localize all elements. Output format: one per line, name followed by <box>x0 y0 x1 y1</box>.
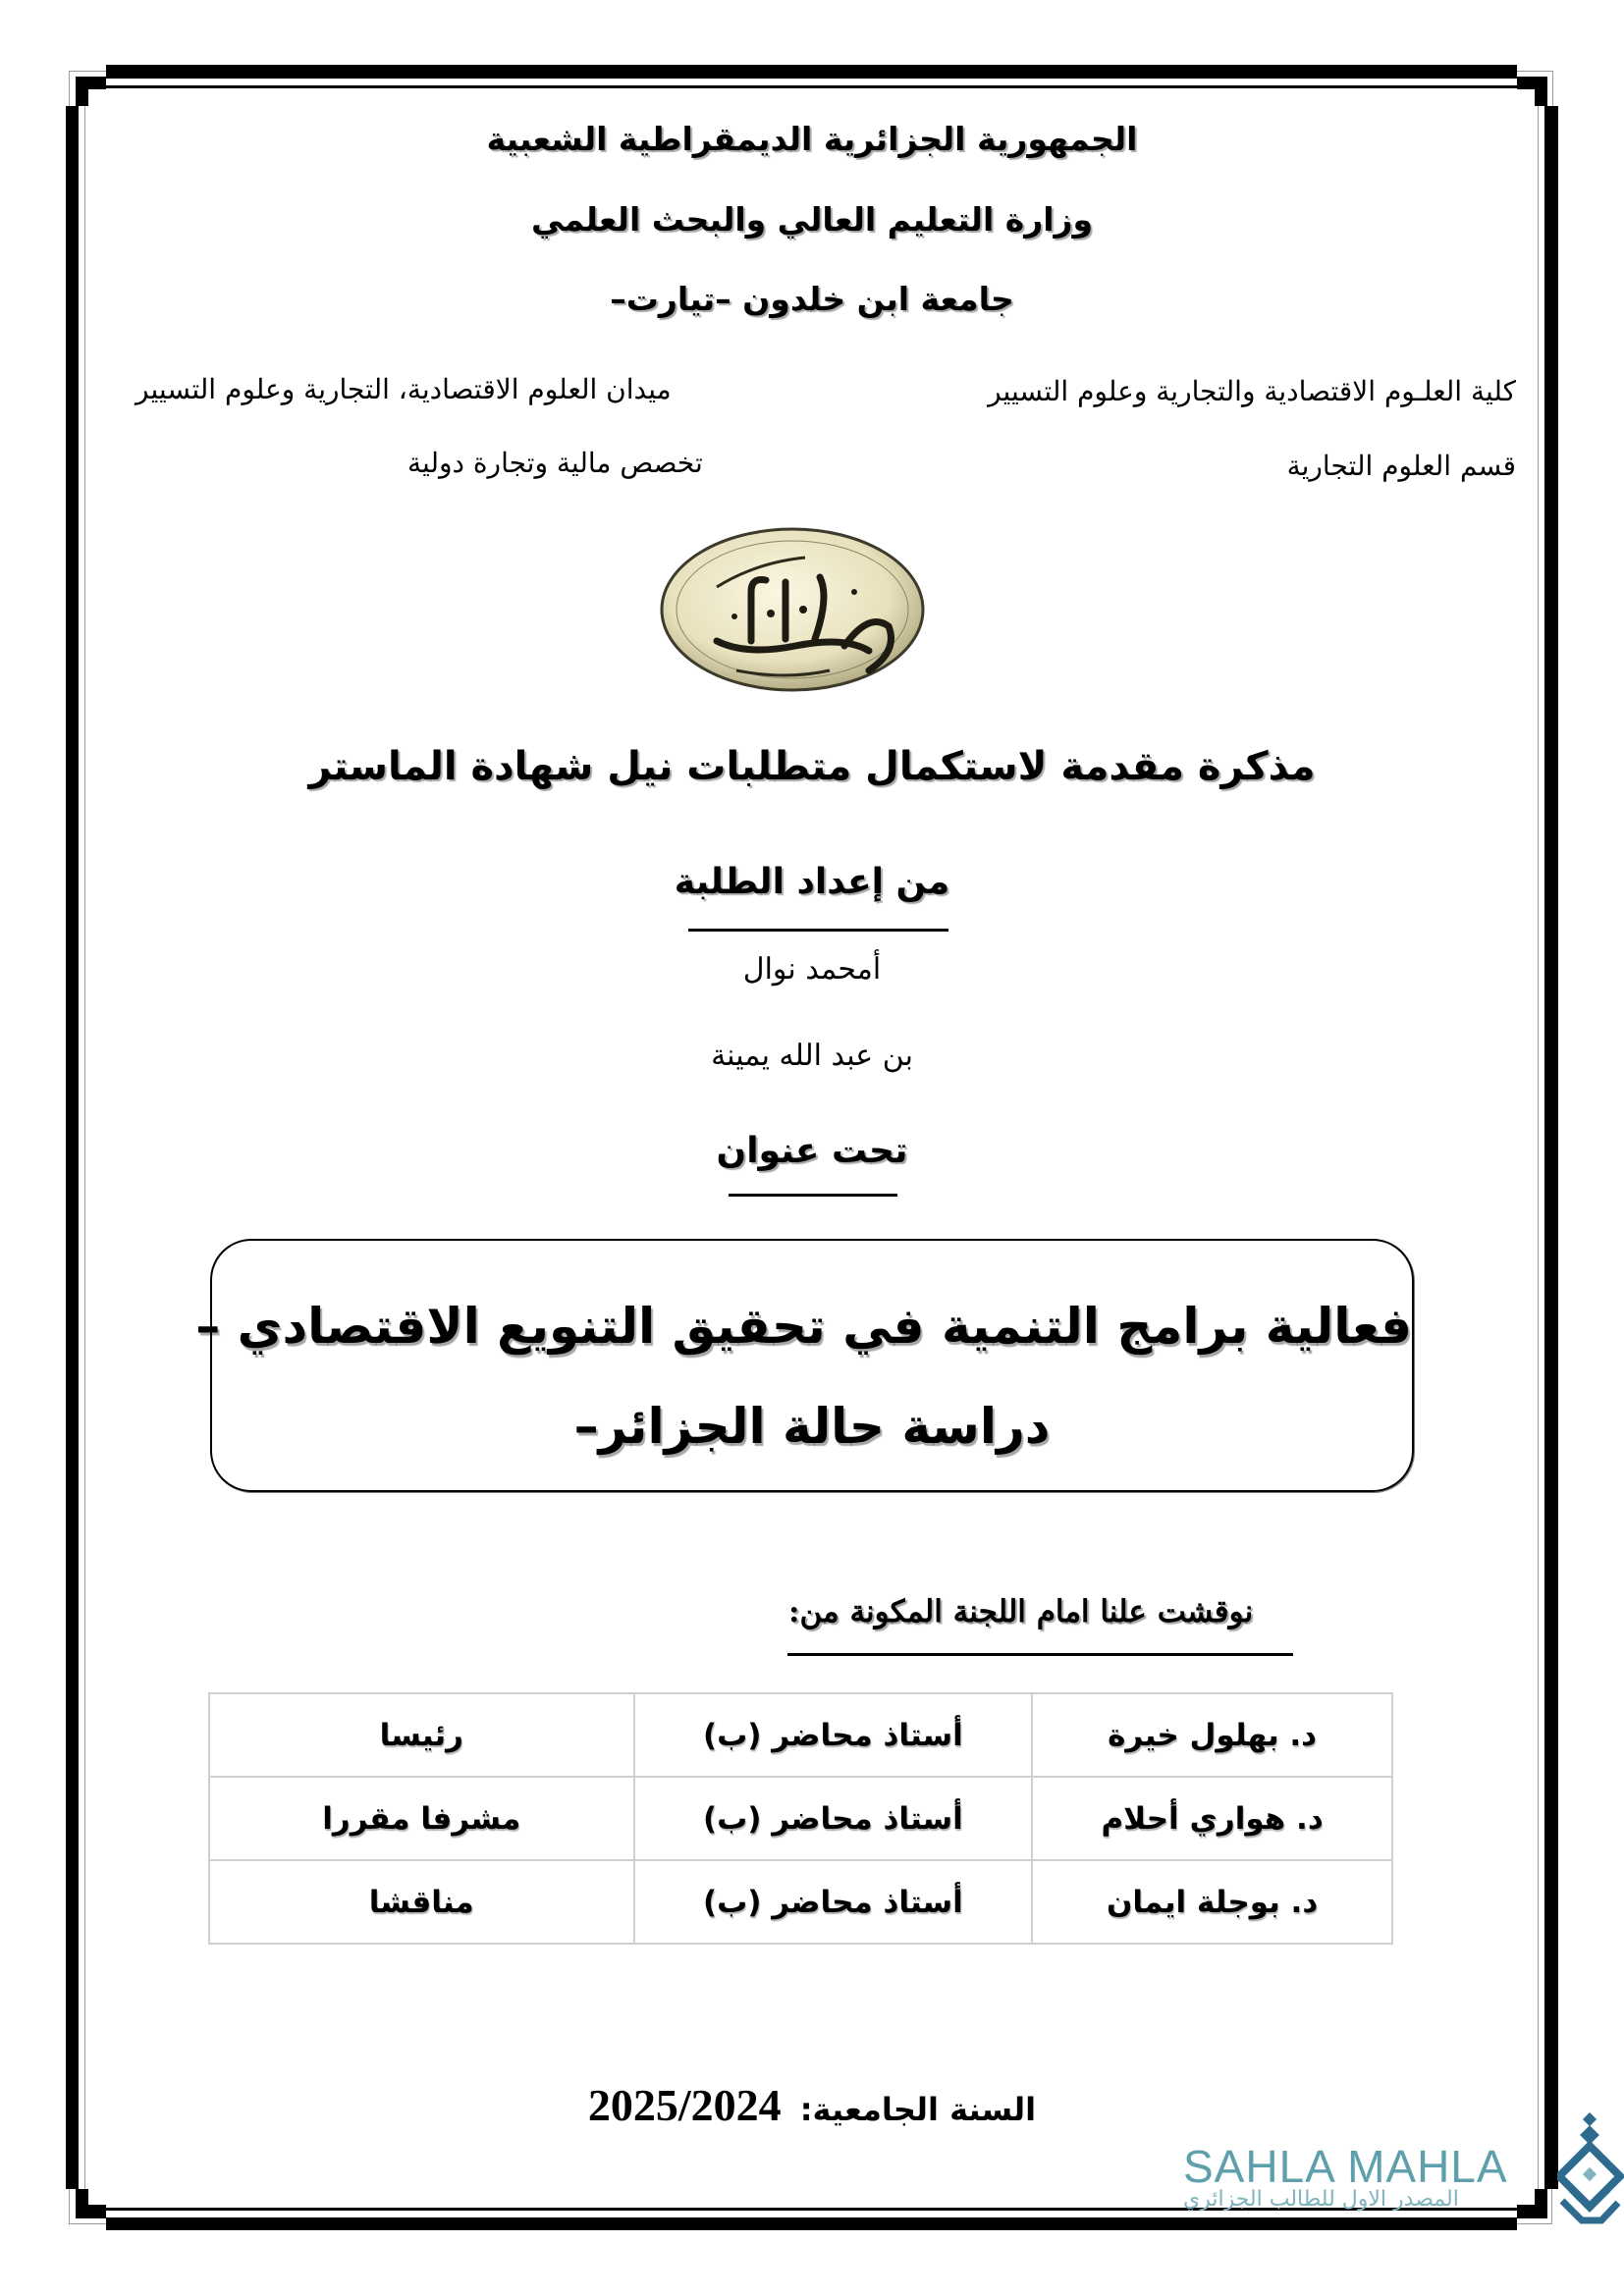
jury-member-rank: أستاذ محاضر (ب) <box>634 1777 1033 1860</box>
thesis-title-box <box>195 1239 1414 1492</box>
jury-member-role: مناقشا <box>209 1860 634 1944</box>
title-label-underline <box>729 1194 897 1197</box>
thesis-title-line-2: دراسة حالة الجزائر– <box>573 1398 1051 1455</box>
jury-table <box>208 1692 1393 1945</box>
department-name: قسم العلوم التجارية <box>1286 450 1516 482</box>
sahla-mahla-logo-icon <box>1557 2112 1624 2230</box>
watermark-tagline: المصدر الاول للطالب الجزائري <box>1183 2187 1459 2212</box>
jury-intro: نوقشت علنا امام اللجنة المكونة من: <box>788 1594 1254 1629</box>
field-name: ميدان العلوم الاقتصادية، التجارية وعلوم التسيير <box>135 373 672 405</box>
jury-member-rank: أستاذ محاضر (ب) <box>634 1860 1033 1944</box>
jury-member-name: د. بهلول خيرة <box>1032 1693 1392 1777</box>
frame-bottom-thick <box>106 2217 1517 2230</box>
frame-outer-hairline-top-left <box>69 71 108 72</box>
jury-row <box>209 1777 1392 1860</box>
faculty-name: كلية العلـوم الاقتصادية والتجارية وعلوم التسيير <box>988 375 1516 407</box>
university-name: جامعة ابن خلدون –تيارت– <box>610 280 1014 318</box>
prepared-by-underline <box>688 929 948 932</box>
jury-member-name: د. هواري أحلام <box>1032 1777 1392 1860</box>
jury-row <box>209 1860 1392 1944</box>
academic-year <box>0 2079 1624 2131</box>
country-name: الجمهورية الجزائرية الديمقراطية الشعبية <box>486 120 1138 158</box>
jury-member-name: د. بوجلة ايمان <box>1032 1860 1392 1944</box>
prepared-by-label: من إعداد الطلبة <box>674 862 950 902</box>
jury-member-rank: أستاذ محاضر (ب) <box>634 1693 1033 1777</box>
university-seal-icon <box>658 523 928 695</box>
jury-intro-underline <box>787 1653 1293 1656</box>
jury-row <box>209 1693 1392 1777</box>
student-name-2: بن عبد الله يمينة <box>711 1039 913 1073</box>
frame-corner-tr-2 <box>1535 77 1547 106</box>
academic-year-label: السنة الجامعية: <box>799 2091 1037 2128</box>
ministry-name: وزارة التعليم العالي والبحث العلمي <box>530 200 1094 239</box>
student-name-1: أمحمد نوال <box>742 952 882 987</box>
thesis-purpose: مذكرة مقدمة لاستكمال متطلبات نيل شهادة الماستر <box>308 744 1316 789</box>
thesis-title-line-1: فعالية برامج التنمية في تحقيق التنويع الاقتصادي – <box>195 1298 1412 1355</box>
frame-top-thin <box>106 85 1517 88</box>
university-logo <box>658 523 928 695</box>
jury-member-role: رئيسا <box>209 1693 634 1777</box>
academic-year-value: 2025/2024 <box>587 2080 782 2130</box>
frame-outer-hairline-left <box>69 71 70 108</box>
specialty-name: تخصص مالية وتجارة دولية <box>407 447 703 479</box>
jury-member-role: مشرفا مقررا <box>209 1777 634 1860</box>
frame-corner-tl-2 <box>76 77 88 106</box>
frame-outer-hairline-top-right <box>1517 71 1552 72</box>
frame-outer-hairline-right <box>1552 71 1553 108</box>
watermark-brand: SAHLA MAHLA <box>1183 2141 1508 2192</box>
frame-outer-hairline-bl <box>69 2189 106 2224</box>
frame-top-thick <box>106 65 1517 79</box>
title-label: تحت عنوان <box>716 1131 908 1171</box>
